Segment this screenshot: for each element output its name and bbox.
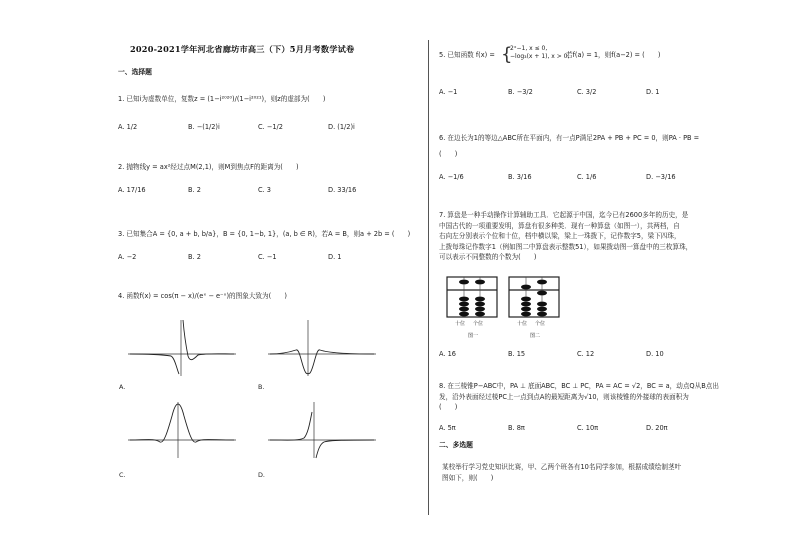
column-divider [428,40,429,515]
abacus-2-caption: 图二 [530,333,541,339]
graph-a-label: A. [119,383,126,391]
abacus-1-frame [447,277,497,317]
question-5-option-c[interactable]: C. 3/2 [577,88,597,96]
question-8-option-d[interactable]: D. 20π [646,424,668,432]
question-6-option-c[interactable]: C. 1/6 [577,173,597,181]
abacus-1-bead [475,302,485,307]
abacus-2-bead [521,307,531,312]
question-7-line-5: 可以表示不同整数的个数为( ) [439,253,537,261]
section-heading-multi: 二、多选题 [439,441,473,449]
question-1-option-d[interactable]: D. (1/2)i [328,123,355,131]
abacus-1-tens-label: 十位 [455,321,466,327]
question-2-option-a[interactable]: A. 17/16 [118,186,146,194]
abacus-1-bead [459,312,469,317]
abacus-2-bead [537,291,547,296]
abacus-1-ones-label: 个位 [473,321,484,327]
graph-c-curve [130,404,234,442]
question-5-stem-prefix: 5. 已知函数 f(x) = [439,51,495,59]
question-6-option-b[interactable]: B. 3/16 [508,173,532,181]
question-7-options [439,350,715,358]
question-5-options [439,88,715,96]
graph-b-curve [270,350,374,374]
graph-d-curve [270,412,374,458]
abacus-1-caption: 图一 [468,333,479,339]
abacus-2-bead [521,297,531,302]
question-5-brace: { [501,44,513,65]
question-7-option-c[interactable]: C. 12 [577,350,595,358]
question-7-option-b[interactable]: B. 15 [508,350,526,358]
question-2-option-b[interactable]: B. 2 [188,186,201,194]
question-8-line-3: ( ) [439,403,458,411]
question-1-option-b[interactable]: B. −(1/2)i [188,123,220,131]
question-5-option-d[interactable]: D. 1 [646,88,660,96]
graph-b[interactable] [268,318,378,378]
graph-d[interactable] [268,400,378,460]
section-heading-choice: 一、选择题 [118,68,152,76]
abacus-1-bead [475,307,485,312]
question-5-piecewise [510,45,569,61]
abacus-figure-2 [508,276,560,318]
abacus-2-bead [537,307,547,312]
question-2-option-c[interactable]: C. 3 [258,186,271,194]
question-3-option-c[interactable]: C. −1 [258,253,277,261]
question-8-option-a[interactable]: A. 5π [439,424,456,432]
abacus-1-bead [475,280,485,285]
question-8-option-c[interactable]: C. 10π [577,424,599,432]
question-8-line-2: 发，沿外表面经过棱PC上一点到点A的最短距离为√10，则该棱锥的外接球的表面积为 [439,392,689,401]
question-7-line-4: 上拨每珠记作数字1（例如图二中算盘表示整数51），如果拨动图一算盘中的三枚算珠， [439,242,693,251]
graph-d-label: D. [258,471,265,479]
abacus-2-bead [537,302,547,307]
question-6-option-a[interactable]: A. −1/6 [439,173,464,181]
abacus-2-tens-label: 十位 [517,321,528,327]
abacus-2-ones-label: 个位 [535,321,546,327]
question-6-options [439,173,715,181]
question-6-option-d[interactable]: D. −3/16 [646,173,676,181]
question-5-case-1: 2ˣ−1, x ≤ 0, [510,45,548,52]
question-5-stem-suffix: 若f(a) = 1，则f(a−2) = ( ) [566,51,661,59]
abacus-figure-1 [446,276,498,318]
abacus-2-bead [521,302,531,307]
question-3-stem: 3. 已知集合A = {0, a + b, b/a}，B = {0, 1−b, 1}，(a, b ∈ R)，若A = B，则a + 2b = ( ) [118,230,411,238]
abacus-1-bead [475,312,485,317]
question-7-line-2: 中国古代的一项重要发明，算盘有很多种类．现有一种算盘（如图一），共两档，自 [439,221,680,230]
question-3-option-d[interactable]: D. 1 [328,253,342,261]
question-8-options [439,424,715,432]
question-5-stem [439,50,495,61]
question-7-option-d[interactable]: D. 10 [646,350,664,358]
paper-title: 2020-2021学年河北省廊坊市高三（下）5月月考数学试卷 [130,44,355,54]
question-2-option-d[interactable]: D. 33/16 [328,186,357,194]
question-1-option-a[interactable]: A. 1/2 [118,123,138,131]
question-9-line-2: 图如下，则( ) [442,473,494,482]
question-3-option-b[interactable]: B. 2 [188,253,201,261]
question-4-stem: 4. 函数f(x) = cos(π − x)/(eˣ − e⁻ˣ)的图象大致为( ) [118,292,287,300]
question-5-case-2: −log₃(x + 1), x > 0, [510,53,570,60]
question-2-options [118,186,398,194]
question-8-line-1: 8. 在三棱锥P−ABC中，PA ⊥ 底面ABC，BC ⊥ PC，PA = AC = √2，BC = a，动点Q从B点出 [439,382,719,390]
question-6-line-1: 6. 在边长为1的等边△ABC所在平面内，有一点P满足2PA + PB + PC = 0，则PA · PB = [439,134,700,142]
graph-a-curve [130,320,234,374]
question-1-options [118,123,398,131]
question-6-line-2: ( ) [439,150,458,158]
abacus-1-bead [459,280,469,285]
graph-c[interactable] [128,400,238,460]
question-9-line-1: 某校举行学习党史知识比赛，甲、乙两个班各有10名同学参加，根据成绩绘制茎叶 [442,463,682,471]
graph-b-label: B. [258,383,265,391]
question-7-stem [439,210,692,263]
abacus-2-bead [537,312,547,317]
abacus-2-bead [521,312,531,317]
question-3-options [118,253,398,261]
question-9-stem [442,462,681,483]
question-2-stem: 2. 抛物线y = ax²经过点M(2,1)，则M到焦点F的距离为( ) [118,163,299,171]
question-7-line-1: 7. 算盘是一种手动操作计算辅助工具．它起源于中国，迄今已有2600多年的历史，是 [439,211,689,219]
question-1-option-c[interactable]: C. −1/2 [258,123,283,131]
question-7-line-3: 右向左分别表示个位和十位，档中横以梁，梁上一珠拨下，记作数字5，梁下四珠， [439,232,681,240]
question-1-stem: 1. 已知i为虚数单位，复数z = (1−i²⁰²⁰)/(1−i²⁰²¹)，则z的虚部为( ) [118,95,326,103]
question-7-option-a[interactable]: A. 16 [439,350,456,358]
graph-c-label: C. [119,471,126,479]
question-5-option-a[interactable]: A. −1 [439,88,458,96]
question-8-option-b[interactable]: B. 8π [508,424,525,432]
abacus-2-bead [521,285,531,290]
abacus-1-bead [459,297,469,302]
question-3-option-a[interactable]: A. −2 [118,253,137,261]
abacus-2-bead [537,280,547,285]
abacus-1-bead [459,307,469,312]
question-5-option-b[interactable]: B. −3/2 [508,88,533,96]
graph-a[interactable] [128,318,238,378]
question-8-stem [439,381,719,413]
abacus-1-bead [475,297,485,302]
abacus-1-bead [459,302,469,307]
abacus-2-frame [509,277,559,317]
